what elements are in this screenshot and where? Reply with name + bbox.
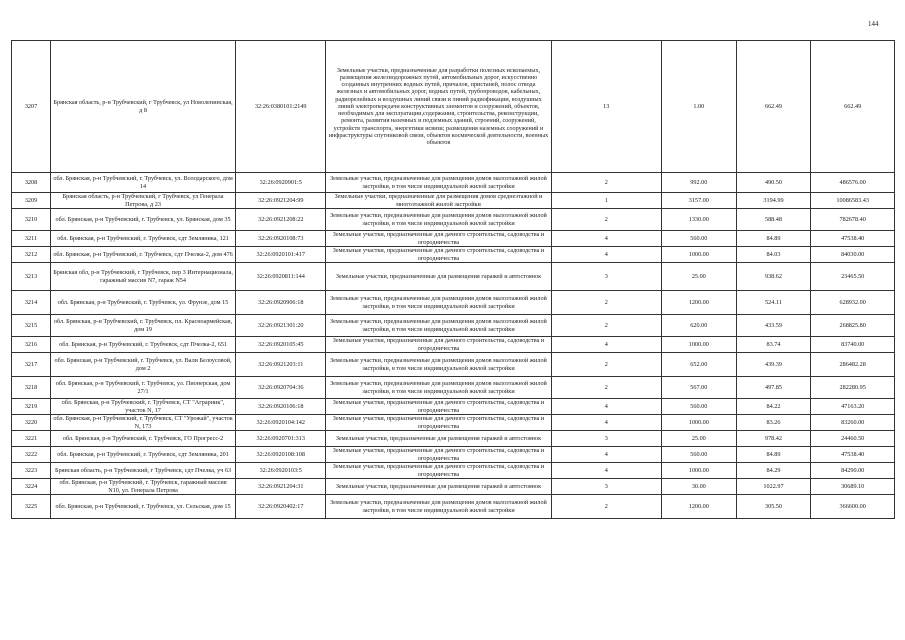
table-row bbox=[12, 377, 895, 399]
area-cell: 567.00 bbox=[661, 377, 736, 399]
address-cell: Брянская область, р-н Трубчевский, г Трубчевск, ул Генерала Петрова, д 23 bbox=[51, 193, 236, 209]
area-cell: 1000.00 bbox=[661, 247, 736, 263]
address-cell: Брянская область, р-н Трубчевский, г Трубчевск, ул Новоленинская, д 8 bbox=[51, 41, 236, 173]
cadastral-value-cell: 628932.00 bbox=[811, 291, 895, 315]
area-cell: 1000.00 bbox=[661, 337, 736, 353]
address-cell: обл. Брянская, р-н Трубчевский, г. Трубчевск, пл. Красноармейская, дом 19 bbox=[51, 315, 236, 337]
row-number-cell: 3223 bbox=[12, 463, 51, 479]
cadastral-value-cell: 366600.00 bbox=[811, 495, 895, 519]
cadastral-number-cell: 32:26:0920108:108 bbox=[236, 447, 326, 463]
land-use-cell: Земельные участки, предназначенные для размещения гаражей и автостоянок bbox=[326, 263, 551, 291]
area-cell: 30.00 bbox=[661, 479, 736, 495]
land-use-cell: Земельные участки, предназначенные для размещения домов малоэтажной жилой застройки, в том числе индивидуальной жилой застройки bbox=[326, 315, 551, 337]
cadastral-number-cell: 32:26:0921203:11 bbox=[236, 353, 326, 377]
table-row bbox=[12, 431, 895, 447]
row-number-cell: 3213 bbox=[12, 263, 51, 291]
page-number: 144 bbox=[868, 20, 879, 28]
use-group-cell: 2 bbox=[551, 291, 661, 315]
specific-value-cell: 439.39 bbox=[736, 353, 811, 377]
land-use-cell: Земельные участки, предназначенные для дачного строительства, садоводства и огородничества bbox=[326, 231, 551, 247]
row-number-cell: 3218 bbox=[12, 377, 51, 399]
address-cell: обл. Брянская, р-н Трубчевский, г. Трубчевск, гаражный массив N10, ул. Генерала Петрова bbox=[51, 479, 236, 495]
area-cell: 1.00 bbox=[661, 41, 736, 173]
row-number-cell: 3216 bbox=[12, 337, 51, 353]
area-cell: 1330.00 bbox=[661, 209, 736, 231]
use-group-cell: 4 bbox=[551, 447, 661, 463]
table-row bbox=[12, 209, 895, 231]
cadastral-number-cell: 32:26:0920103:5 bbox=[236, 463, 326, 479]
specific-value-cell: 84.03 bbox=[736, 247, 811, 263]
cadastral-number-cell: 32:26:0920901:5 bbox=[236, 173, 326, 193]
land-use-cell: Земельные участки, предназначенные для дачного строительства, садоводства и огородничества bbox=[326, 247, 551, 263]
land-use-cell: Земельные участки, предназначенные для размещения домов малоэтажной жилой застройки, в том числе индивидуальной жилой застройки bbox=[326, 377, 551, 399]
row-number-cell: 3225 bbox=[12, 495, 51, 519]
area-cell: 1200.00 bbox=[661, 291, 736, 315]
address-cell: обл. Брянская, р-н Трубчевский, г. Трубчевск, ул. Вали Белоусовой, дом 2 bbox=[51, 353, 236, 377]
address-cell: обл. Брянская, р-н Трубчевский, г. Трубчевск, ГО Прогресс-2 bbox=[51, 431, 236, 447]
land-use-cell: Земельные участки, предназначенные для дачного строительства, садоводства и огородничества bbox=[326, 337, 551, 353]
use-group-cell: 4 bbox=[551, 337, 661, 353]
area-cell: 25.00 bbox=[661, 431, 736, 447]
specific-value-cell: 84.89 bbox=[736, 447, 811, 463]
cadastral-number-cell: 32:26:0920104:142 bbox=[236, 415, 326, 431]
address-cell: Брянская обл, р-н Трубчевский, г Трубчевск, пер 3 Интернационала, гаражный массив N7, гараж N54 bbox=[51, 263, 236, 291]
land-use-cell: Земельные участки, предназначенные для размещения домов малоэтажной жилой застройки, в том числе индивидуальной жилой застройки bbox=[326, 209, 551, 231]
address-cell: обл. Брянская, р-н Трубчевский, г. Трубчевск, сдт Земляника, 121 bbox=[51, 231, 236, 247]
area-cell: 992.00 bbox=[661, 173, 736, 193]
row-number-cell: 3211 bbox=[12, 231, 51, 247]
table-row bbox=[12, 337, 895, 353]
specific-value-cell: 84.29 bbox=[736, 463, 811, 479]
cadastral-value-cell: 47538.40 bbox=[811, 231, 895, 247]
cadastral-number-cell: 32:26:0920101:417 bbox=[236, 247, 326, 263]
use-group-cell: 4 bbox=[551, 247, 661, 263]
table-row bbox=[12, 173, 895, 193]
land-use-cell: Земельные участки, предназначенные для размещения гаражей и автостоянок bbox=[326, 431, 551, 447]
table-row bbox=[12, 415, 895, 431]
specific-value-cell: 84.22 bbox=[736, 399, 811, 415]
area-cell: 560.00 bbox=[661, 399, 736, 415]
address-cell: обл. Брянская, р-н Трубчевский, г. Трубчевск, ул. Володарского, дом 14 bbox=[51, 173, 236, 193]
row-number-cell: 3208 bbox=[12, 173, 51, 193]
cadastral-value-cell: 83740.00 bbox=[811, 337, 895, 353]
cadastral-value-cell: 83260.00 bbox=[811, 415, 895, 431]
use-group-cell: 4 bbox=[551, 231, 661, 247]
land-use-cell: Земельные участки, предназначенные для размещения домов среднеэтажной и многоэтажной жилой застройки bbox=[326, 193, 551, 209]
use-group-cell: 2 bbox=[551, 315, 661, 337]
cadastral-value-cell: 30689.10 bbox=[811, 479, 895, 495]
specific-value-cell: 588.48 bbox=[736, 209, 811, 231]
use-group-cell: 3 bbox=[551, 479, 661, 495]
use-group-cell: 3 bbox=[551, 431, 661, 447]
land-use-cell: Земельные участки, предназначенные для размещения домов малоэтажной жилой застройки, в том числе индивидуальной жилой застройки bbox=[326, 495, 551, 519]
land-use-cell: Земельные участки, предназначенные для дачного строительства, садоводства и огородничества bbox=[326, 399, 551, 415]
use-group-cell: 3 bbox=[551, 263, 661, 291]
cadastral-number-cell: 32:26:0921204:31 bbox=[236, 479, 326, 495]
use-group-cell: 2 bbox=[551, 353, 661, 377]
area-cell: 1200.00 bbox=[661, 495, 736, 519]
table-row bbox=[12, 193, 895, 209]
cadastral-value-cell: 23465.50 bbox=[811, 263, 895, 291]
use-group-cell: 4 bbox=[551, 463, 661, 479]
area-cell: 1000.00 bbox=[661, 415, 736, 431]
table-row bbox=[12, 231, 895, 247]
row-number-cell: 3217 bbox=[12, 353, 51, 377]
row-number-cell: 3215 bbox=[12, 315, 51, 337]
cadastral-value-cell: 84030.00 bbox=[811, 247, 895, 263]
address-cell: обл. Брянская, р-н Трубчевский, г. Трубчевск, сдт Земляника, 201 bbox=[51, 447, 236, 463]
cadastral-value-cell: 24460.50 bbox=[811, 431, 895, 447]
use-group-cell: 2 bbox=[551, 377, 661, 399]
cadastral-value-cell: 47538.40 bbox=[811, 447, 895, 463]
row-number-cell: 3212 bbox=[12, 247, 51, 263]
specific-value-cell: 3194.99 bbox=[736, 193, 811, 209]
specific-value-cell: 84.89 bbox=[736, 231, 811, 247]
row-number-cell: 3214 bbox=[12, 291, 51, 315]
cadastral-number-cell: 32:26:0920105:45 bbox=[236, 337, 326, 353]
table-row bbox=[12, 291, 895, 315]
address-cell: обл. Брянская, р-н Трубчевский, г. Трубчевск, сдт Пчелка-2, дом 476 bbox=[51, 247, 236, 263]
cadastral-value-cell: 486576.00 bbox=[811, 173, 895, 193]
land-use-cell: Земельные участки, предназначенные для размещения домов малоэтажной жилой застройки, в том числе индивидуальной жилой застройки bbox=[326, 291, 551, 315]
row-number-cell: 3224 bbox=[12, 479, 51, 495]
cadastral-value-cell: 282280.95 bbox=[811, 377, 895, 399]
cadastral-value-cell: 286482.28 bbox=[811, 353, 895, 377]
land-cadastral-table bbox=[11, 40, 895, 519]
row-number-cell: 3210 bbox=[12, 209, 51, 231]
area-cell: 620.00 bbox=[661, 315, 736, 337]
cadastral-number-cell: 32:26:0920704:36 bbox=[236, 377, 326, 399]
address-cell: обл. Брянская, р-н Трубчевский, г. Трубчевск, СТ "Аграрник", участок N, 17 bbox=[51, 399, 236, 415]
area-cell: 560.00 bbox=[661, 447, 736, 463]
cadastral-number-cell: 32:26:0921301:20 bbox=[236, 315, 326, 337]
table-row bbox=[12, 463, 895, 479]
row-number-cell: 3222 bbox=[12, 447, 51, 463]
table-row bbox=[12, 479, 895, 495]
row-number-cell: 3221 bbox=[12, 431, 51, 447]
cadastral-number-cell: 32:26:0920906:18 bbox=[236, 291, 326, 315]
cadastral-number-cell: 32:26:0920811:144 bbox=[236, 263, 326, 291]
specific-value-cell: 305.50 bbox=[736, 495, 811, 519]
table-row bbox=[12, 399, 895, 415]
area-cell: 3157.00 bbox=[661, 193, 736, 209]
cadastral-number-cell: 32:26:0920402:17 bbox=[236, 495, 326, 519]
row-number-cell: 3219 bbox=[12, 399, 51, 415]
land-use-cell: Земельные участки, предназначенные для дачного строительства, садоводства и огородничества bbox=[326, 447, 551, 463]
cadastral-value-cell: 662.49 bbox=[811, 41, 895, 173]
land-use-cell: Земельные участки, предназначенные для размещения домов малоэтажной жилой застройки, в том числе индивидуальной жилой застройки bbox=[326, 173, 551, 193]
specific-value-cell: 938.62 bbox=[736, 263, 811, 291]
land-use-cell: Земельные участки, предназначенные для разработки полезных ископаемых, размещения железнодорожных путей, автомобильных дорог, искусственно созданных внутренних водных путей, причалов, пристаней, полос отвода железных и автомобильных дорог, водных путей, трубопроводов, кабельных, радиорелейных и воздушных линий связи и линий радиофикации, воздушных линий электропередачи конструктивных элементов и сооружений, объектов, необходимых для эксплуатации,содержания, строительства, реконструкции, ремонта, развития наземных и подземных зданий, строений, сооружений, устройств транспорта, энергетики исвязи; размещения наземных сооружений и инфраструктуры спутниковой связи, объектов космической деятельности, военных объектов bbox=[326, 41, 551, 173]
address-cell: обл. Брянская, р-н Трубчевский, г. Трубчевск, ул. Пионерская, дом 27/1 bbox=[51, 377, 236, 399]
address-cell: обл. Брянская, р-н Трубчевский, г. Трубчевск, ул. Фрунзе, дом 15 bbox=[51, 291, 236, 315]
cadastral-value-cell: 10086583.43 bbox=[811, 193, 895, 209]
use-group-cell: 4 bbox=[551, 399, 661, 415]
specific-value-cell: 978.42 bbox=[736, 431, 811, 447]
cadastral-number-cell: 32:26:0380101:2149 bbox=[236, 41, 326, 173]
cadastral-value-cell: 268825.80 bbox=[811, 315, 895, 337]
table-row bbox=[12, 315, 895, 337]
area-cell: 1000.00 bbox=[661, 463, 736, 479]
address-cell: обл. Брянская, р-н Трубчевский, г. Трубчевск, сдт Пчелка-2, 651 bbox=[51, 337, 236, 353]
specific-value-cell: 497.85 bbox=[736, 377, 811, 399]
specific-value-cell: 490.50 bbox=[736, 173, 811, 193]
specific-value-cell: 83.74 bbox=[736, 337, 811, 353]
specific-value-cell: 1022.97 bbox=[736, 479, 811, 495]
cadastral-number-cell: 32:26:0921208:22 bbox=[236, 209, 326, 231]
address-cell: обл. Брянская, р-н Трубчевский, г. Трубчевск, ул. Сельская, дом 15 bbox=[51, 495, 236, 519]
area-cell: 560.00 bbox=[661, 231, 736, 247]
specific-value-cell: 662.49 bbox=[736, 41, 811, 173]
use-group-cell: 2 bbox=[551, 495, 661, 519]
specific-value-cell: 524.11 bbox=[736, 291, 811, 315]
row-number-cell: 3209 bbox=[12, 193, 51, 209]
address-cell: Брянская область, р-н Трубчевский, г Трубчевск, сдт Пчелка, уч 63 bbox=[51, 463, 236, 479]
area-cell: 25.00 bbox=[661, 263, 736, 291]
table-row bbox=[12, 353, 895, 377]
use-group-cell: 1 bbox=[551, 193, 661, 209]
use-group-cell: 2 bbox=[551, 173, 661, 193]
table-row bbox=[12, 263, 895, 291]
table-row bbox=[12, 247, 895, 263]
table-row bbox=[12, 447, 895, 463]
use-group-cell: 4 bbox=[551, 415, 661, 431]
address-cell: обл. Брянская, р-н Трубчевский, г. Трубчевск, ул. Брянская, дом 35 bbox=[51, 209, 236, 231]
land-use-cell: Земельные участки, предназначенные для размещения домов малоэтажной жилой застройки, в том числе индивидуальной жилой застройки bbox=[326, 353, 551, 377]
specific-value-cell: 83.26 bbox=[736, 415, 811, 431]
land-use-cell: Земельные участки, предназначенные для дачного строительства, садоводства и огородничества bbox=[326, 463, 551, 479]
row-number-cell: 3207 bbox=[12, 41, 51, 173]
cadastral-number-cell: 32:26:0920108:73 bbox=[236, 231, 326, 247]
use-group-cell: 13 bbox=[551, 41, 661, 173]
cadastral-number-cell: 32:26:0920701:313 bbox=[236, 431, 326, 447]
use-group-cell: 2 bbox=[551, 209, 661, 231]
specific-value-cell: 433.59 bbox=[736, 315, 811, 337]
cadastral-value-cell: 782678.40 bbox=[811, 209, 895, 231]
land-use-cell: Земельные участки, предназначенные для дачного строительства, садоводства и огородничества bbox=[326, 415, 551, 431]
row-number-cell: 3220 bbox=[12, 415, 51, 431]
cadastral-number-cell: 32:26:0921204:99 bbox=[236, 193, 326, 209]
table-row bbox=[12, 495, 895, 519]
cadastral-value-cell: 84290.00 bbox=[811, 463, 895, 479]
land-use-cell: Земельные участки, предназначенные для размещения гаражей и автостоянок bbox=[326, 479, 551, 495]
cadastral-number-cell: 32:26:0920106:18 bbox=[236, 399, 326, 415]
address-cell: обл. Брянская, р-н Трубчевский, г. Трубчевск, СТ "Урожай", участок N, 173 bbox=[51, 415, 236, 431]
cadastral-value-cell: 47163.20 bbox=[811, 399, 895, 415]
area-cell: 652.00 bbox=[661, 353, 736, 377]
table-row bbox=[12, 41, 895, 173]
